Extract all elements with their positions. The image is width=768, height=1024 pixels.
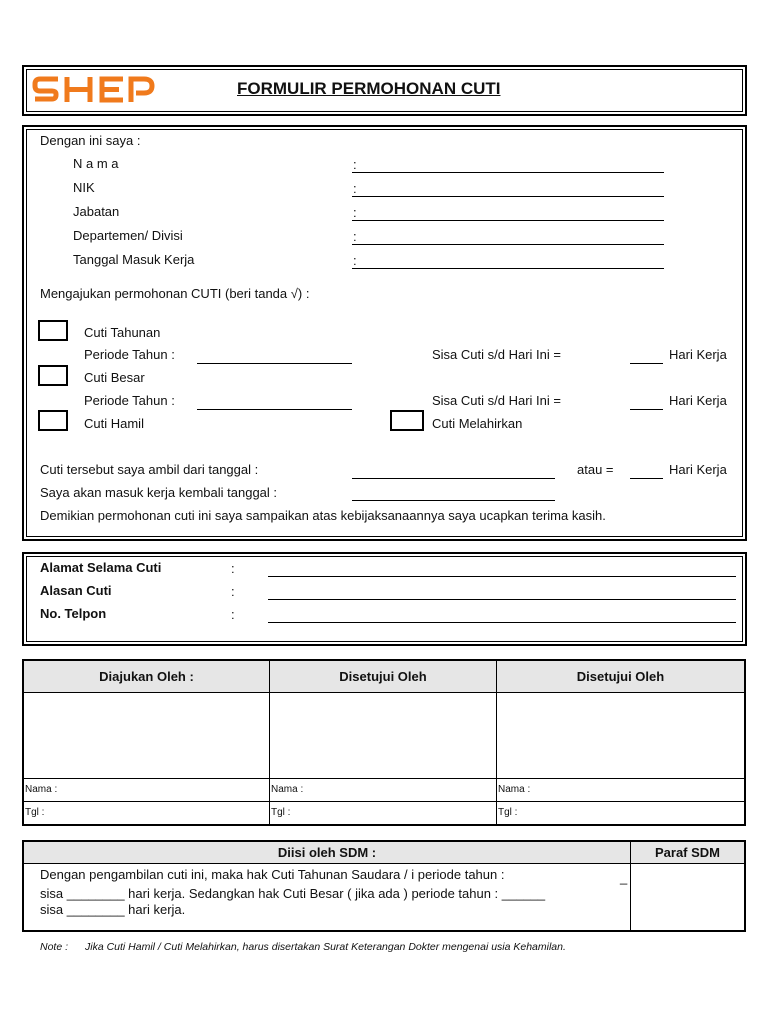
hr-line-2: sisa ________ hari kerja. Sedangkan hak Cuti Besar ( jika ada ) periode tahun : ______ (40, 886, 546, 901)
line-period-big[interactable] (197, 409, 352, 410)
label-workdays: Hari Kerja (669, 393, 727, 408)
label-workdays: Hari Kerja (669, 347, 727, 362)
label-workdays: Hari Kerja (669, 462, 727, 477)
label-birth-leave: Cuti Melahirkan (432, 416, 523, 431)
signature-cell-approved-2[interactable] (497, 692, 746, 778)
contact-colon: : (231, 584, 235, 599)
contact-colon: : (231, 561, 235, 576)
line-reason[interactable] (268, 599, 736, 600)
date-cell[interactable]: Tgl : (270, 801, 497, 825)
name-cell[interactable]: Nama : (497, 778, 746, 801)
contact-colon: : (231, 607, 235, 622)
line-phone[interactable] (268, 622, 736, 623)
checkbox-big-leave[interactable] (38, 365, 68, 386)
label-period: Periode Tahun : (84, 393, 175, 408)
date-cell[interactable]: Tgl : (497, 801, 746, 825)
label-remaining: Sisa Cuti s/d Hari Ini = (432, 393, 561, 408)
signature-cell-approved-1[interactable] (270, 692, 497, 778)
label-annual-leave: Cuti Tahunan (84, 325, 161, 340)
line-leave-from[interactable] (352, 478, 555, 479)
line-leave-days[interactable] (630, 478, 663, 479)
paraf-cell[interactable] (631, 863, 746, 931)
field-label-nik: NIK (73, 180, 95, 195)
label-reason: Alasan Cuti (40, 583, 112, 598)
field-line-nik[interactable] (352, 196, 664, 197)
label-big-leave: Cuti Besar (84, 370, 145, 385)
approval-header-submitted: Diajukan Oleh : (23, 660, 270, 692)
field-label-name: N a m a (73, 156, 119, 171)
label-period: Periode Tahun : (84, 347, 175, 362)
field-label-jabatan: Jabatan (73, 204, 120, 219)
name-cell[interactable]: Nama : (23, 778, 270, 801)
field-colon: : (353, 205, 357, 220)
label-leave-from: Cuti tersebut saya ambil dari tanggal : (40, 462, 259, 477)
note-label: Note : (40, 941, 69, 953)
label-or: atau = (577, 462, 614, 477)
header-box (22, 65, 747, 116)
field-colon: : (353, 253, 357, 268)
closing-text: Demikian permohonan cuti ini saya sampaikan atas kebijaksanaannya saya ucapkan terima kasih. (40, 508, 606, 523)
line-remaining-annual[interactable] (630, 363, 663, 364)
checkbox-birth-leave[interactable] (390, 410, 424, 431)
field-colon: : (353, 181, 357, 196)
field-line-jabatan[interactable] (352, 220, 664, 221)
label-phone: No. Telpon (40, 606, 107, 621)
approval-table (22, 659, 746, 826)
approval-header-approved-1: Disetujui Oleh (270, 660, 497, 692)
field-line-name[interactable] (352, 172, 664, 173)
field-colon: : (353, 157, 357, 172)
hr-line-1: Dengan pengambilan cuti ini, maka hak Cuti Tahunan Saudara / i periode tahun : (40, 867, 505, 882)
label-pregnancy-leave: Cuti Hamil (84, 416, 144, 431)
hr-line-3: sisa ________ hari kerja. (40, 902, 186, 917)
field-label-join-date: Tanggal Masuk Kerja (73, 252, 195, 267)
line-return-date[interactable] (352, 500, 555, 501)
form-title: FORMULIR PERMOHONAN CUTI (237, 79, 501, 98)
line-period-annual[interactable] (197, 363, 352, 364)
label-address: Alamat Selama Cuti (40, 560, 162, 575)
name-cell[interactable]: Nama : (270, 778, 497, 801)
field-colon: : (353, 229, 357, 244)
field-line-department[interactable] (352, 244, 664, 245)
label-remaining: Sisa Cuti s/d Hari Ini = (432, 347, 561, 362)
line-address[interactable] (268, 576, 736, 577)
label-return-date: Saya akan masuk kerja kembali tanggal : (40, 485, 278, 500)
date-cell[interactable]: Tgl : (23, 801, 270, 825)
note-text: Jika Cuti Hamil / Cuti Melahirkan, harus disertakan Surat Keterangan Dokter mengenai usia Kehamilan. (85, 941, 566, 953)
hr-line-1-blank: _ (620, 870, 628, 885)
intro-text: Dengan ini saya : (40, 133, 141, 148)
checkbox-annual-leave[interactable] (38, 320, 68, 341)
field-label-department: Departemen/ Divisi (73, 228, 183, 243)
checkbox-pregnancy-leave[interactable] (38, 410, 68, 431)
paraf-header: Paraf SDM (631, 841, 746, 863)
request-heading: Mengajukan permohonan CUTI (beri tanda √) : (40, 286, 310, 301)
line-remaining-big[interactable] (630, 409, 663, 410)
shep-logo (32, 75, 156, 105)
approval-header-approved-2: Disetujui Oleh (497, 660, 746, 692)
signature-cell-submitted[interactable] (23, 692, 270, 778)
field-line-join-date[interactable] (352, 268, 664, 269)
hr-header: Diisi oleh SDM : (23, 841, 631, 863)
